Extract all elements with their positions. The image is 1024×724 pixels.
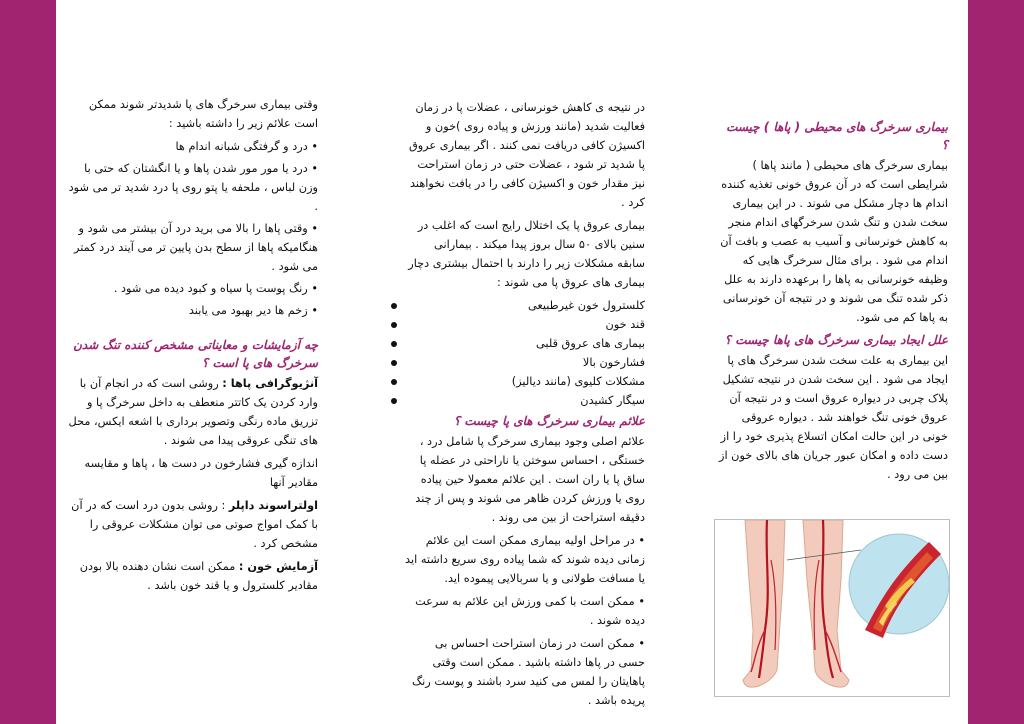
- panel-right: [718, 118, 948, 488]
- panel-left: [68, 95, 318, 599]
- heading-symptoms: علائم بیماری سرخرگ های پا چیست ؟: [453, 414, 645, 428]
- paragraph-causes: این بیماری به علت سخت شدن سرخرگ های پا ایجاد می شود . این سخت شدن در نتیجه تشکیل پلاک چربی در دیواره عروق است و در نتیجه آن عروق خونی تنگ خواهند شد . دیواره عروقی خونی در این حالت امکان اتسلاع پذیری خود را از دست داده و امکان عبور جریان های بالای خون از بین می رود .: [718, 354, 948, 481]
- symptom-bullet: • ممکن است با کمی ورزش این علائم به سرعت دیده شوند .: [415, 595, 645, 627]
- list-item: فشارخون بالا: [405, 353, 645, 372]
- heading-tests: چه آزمایشات و معایناتی مشخص کننده تنگ شدن سرخرگ های پا است ؟: [73, 338, 318, 370]
- left-magenta-band: [0, 0, 56, 724]
- bullet-icon: [391, 398, 397, 404]
- symptom-bullet: • ممکن است در زمان استراحت احساس بی حسی در پاها داشته باشید . ممکن است وقتی پاهایتان را لمس می کنید سرد باشند و پوست رنگ پریده باشد .: [412, 637, 645, 707]
- symptom-bullet: • در مراحل اولیه بیماری ممکن است این علائم زمانی دیده شوند که شما پیاده روی سریع داشته اید یا مسافت طولانی و یا سربالایی پیموده اید.: [405, 534, 645, 585]
- list-item: مشکلات کلیوی (مانند دیالیز): [405, 372, 645, 391]
- test-blood-pressure: اندازه گیری فشارخون در دست ها ، پاها و مقایسه مقادیر آنها: [84, 457, 318, 489]
- bullet-icon: [391, 341, 397, 347]
- risk-factor-list: [405, 296, 645, 410]
- list-item: • زخم ها دیر بهبود می یابند: [188, 304, 318, 317]
- paragraph-pad-definition: بیماری سرخرگ های محیطی ( مانند پاها ) شرایطی است که در آن عروق خونی تغذیه کننده اندام ها دچار مشکل می شوند . در این بیماری سخت شدن و تنگ شدن سرخرگهای اندام منجر به کاهش خونرسانی و آسیب به عصب و بافت آن اندام می شود . برای مثال سرخرگ هایی که وظیفه خونرسانی به پاها را برعهده دارند به علل ذکر شده تنگ می شوند و در نتیجه آن خونرسانی به پاها کم می شود.: [720, 159, 948, 324]
- paragraph-main-symptoms: علائم اصلی وجود بیماری سرخرگ پا شامل درد ، خستگی ، احساس سوختن یا ناراحتی در عضله پا ساق پا یا ران است . این علائم معمولا حین پیاده روی یا ورزش کردن ظاهر می شوند و پس از چند دقیقه استراحت از بین می روند .: [415, 435, 645, 524]
- right-leg: [803, 520, 849, 687]
- list-item: کلسترول خون غیرطبیعی: [405, 296, 645, 315]
- list-item: سیگار کشیدن: [405, 391, 645, 410]
- test-doppler: اولتراسوند داپلر : روشی بدون درد است که در آن با کمک امواج صوتی می توان مشکلات عروقی را مشخص کرد .: [71, 499, 318, 550]
- left-leg: [743, 520, 785, 687]
- list-item: • رنگ پوست پا سیاه و کبود دیده می شود .: [113, 282, 318, 295]
- bullet-icon: [391, 379, 397, 385]
- bullet-icon: [391, 322, 397, 328]
- bullet-icon: [391, 360, 397, 366]
- test-blood: آزمایش خون : ممکن است نشان دهنده بالا بودن مقادیر کلسترول و یا قند خون باشد .: [79, 560, 318, 592]
- bullet-icon: [391, 303, 397, 309]
- legs-artery-svg: [715, 520, 949, 696]
- paragraph-reduced-blood-flow: در نتیجه ی کاهش خونرسانی ، عضلات پا در زمان فعالیت شدید (مانند ورزش و پیاده روی )خون و اکسیژن کافی دریافت نمی کنند . اگر بیماری عروق پا شدید تر شود ، عضلات حتی در زمان استراحت نیز مقدار خون و اکسیژن کافی را در یافت نخواهند کرد .: [408, 101, 645, 209]
- heading-what-is-pad: بیماری سرخرگ های محیطی ( پاها ) چیست ؟: [726, 120, 948, 152]
- list-item: • درد یا مور مور شدن پاها و یا انگشتان که حتی با وزن لباس ، ملحفه یا پتو روی پا درد شدید تر می شود .: [68, 162, 318, 213]
- list-item: • وقتی پاها را بالا می برید درد آن بیشتر می شود و هنگامیکه پاها از سطح بدن پایین تر می آیند درد کمتر می شود .: [74, 222, 318, 273]
- legs-artery-illustration: [714, 519, 950, 697]
- list-item: بیماری های عروق قلبی: [405, 334, 645, 353]
- heading-causes: علل ایجاد بیماری سرخرگ های پاها چیست ؟: [724, 333, 948, 347]
- list-item: • درد و گرفتگی شبانه اندام ها: [175, 140, 318, 153]
- test-angiography: آنژیوگرافی پاها : روشی است که در انجام آن با وارد کردن یک کاتتر منعطف به داخل سرخرگ پا و تزریق ماده رنگی وتصویر برداری با اشعه ایکس، محل های تنگی عروقی پیدا می شوند .: [68, 377, 318, 447]
- paragraph-risk-intro: بیماری عروق پا یک اختلال رایج است که اغلب در سنین بالای ۵۰ سال بروز پیدا میکند . بیمارانی سابقه مشکلات زیر را دارند با احتمال بیشتری دچار بیماری های عروق پا می شوند :: [408, 219, 645, 289]
- panel-middle: [405, 98, 645, 714]
- right-magenta-band: [968, 0, 1024, 724]
- list-item: قند خون: [405, 315, 645, 334]
- severe-symptom-list: [68, 137, 318, 320]
- paragraph-severe-intro: وقتی بیماری سرخرگ های پا شدیدتر شوند ممکن است علائم زیر را داشته باشید :: [88, 98, 318, 130]
